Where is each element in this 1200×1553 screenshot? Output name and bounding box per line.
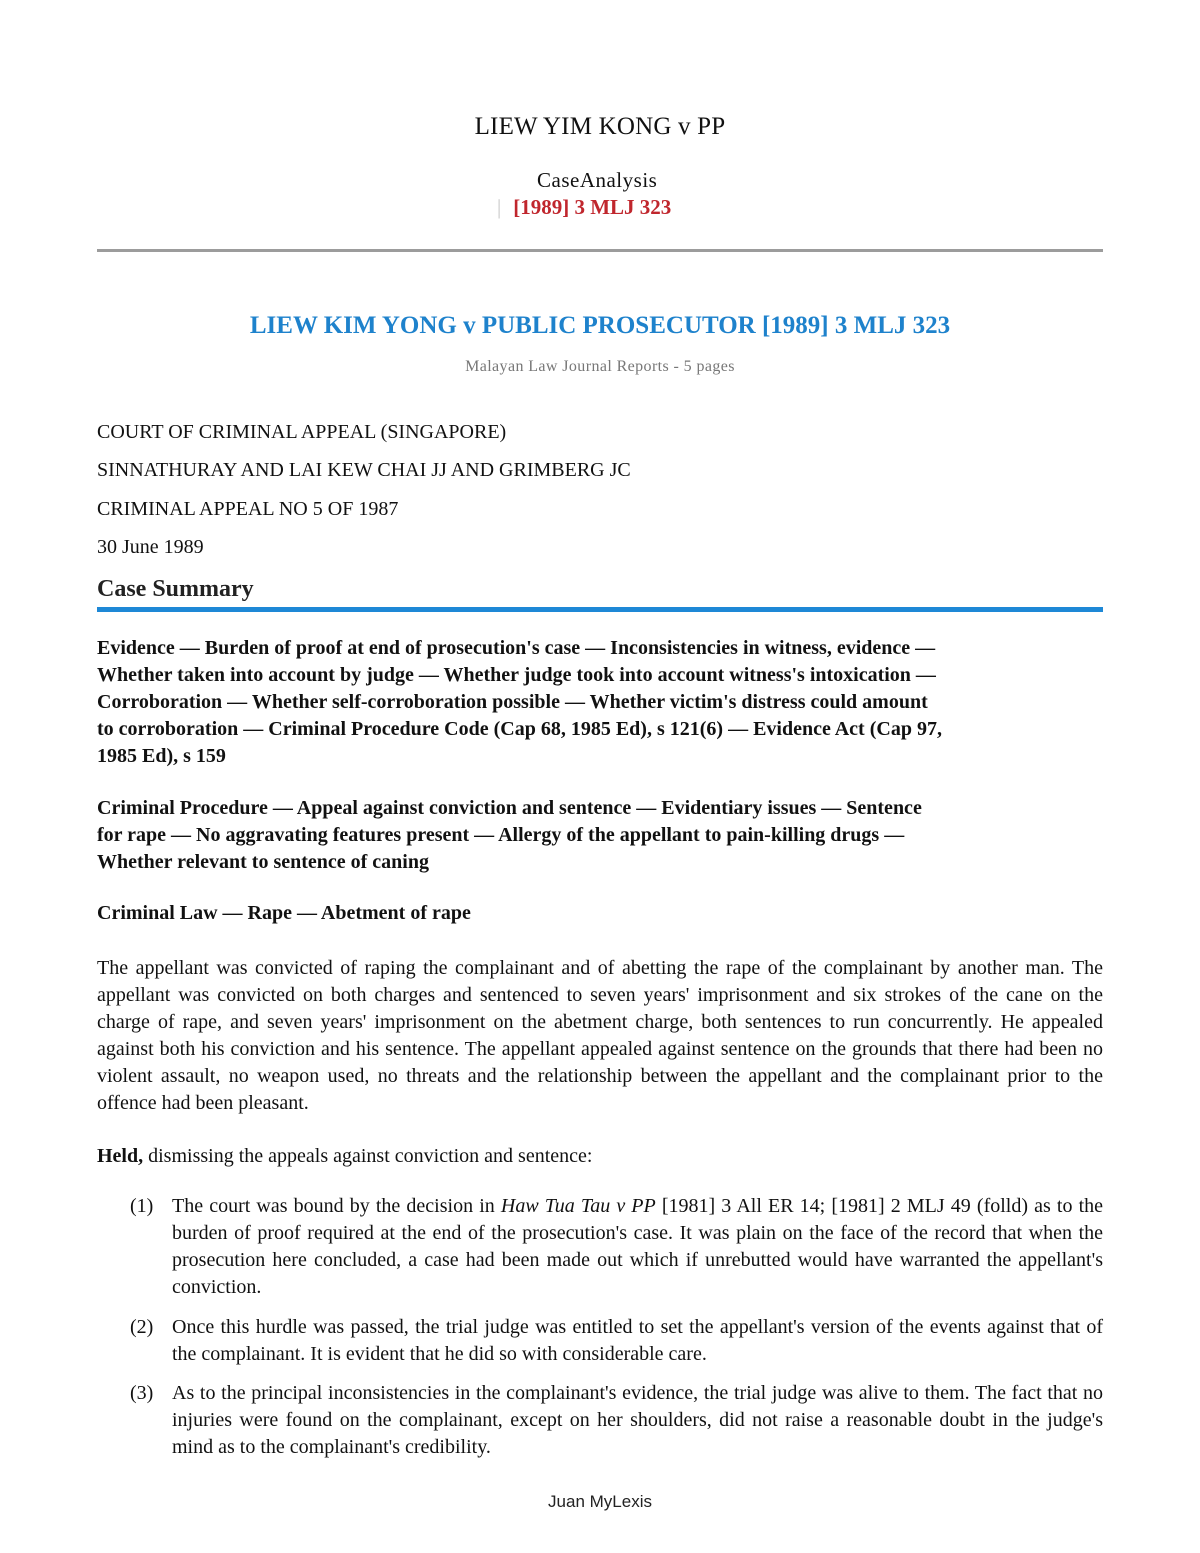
catchword-line: for rape — No aggravating features present — Allergy of the appellant to pain-killing drugs — [97, 824, 905, 846]
catchwords-criminal-law [97, 900, 1103, 927]
holding-number: (3) [130, 1382, 154, 1404]
catchword-line: 1985 Ed), s 159 [97, 745, 226, 767]
citation-divider: | [497, 195, 502, 219]
appeal-number: CRIMINAL APPEAL NO 5 OF 1987 [97, 498, 399, 520]
report-info: Malayan Law Journal Reports - 5 pages [465, 358, 735, 375]
catchword-line: to corroboration — Criminal Procedure Code (Cap 68, 1985 Ed), s 121(6) — Evidence Act (Cap 97, [97, 718, 942, 740]
catchwords-criminal-procedure [97, 795, 1103, 876]
catchwords-evidence [97, 635, 1103, 770]
judgment-date: 30 June 1989 [97, 536, 204, 558]
held-line [97, 1145, 592, 1168]
holding-number: (1) [130, 1195, 154, 1217]
catchword-line: Criminal Procedure — Appeal against conviction and sentence — Evidentiary issues — Sentence [97, 797, 922, 819]
holding-text: The court was bound by the decision in Haw Tua Tau v PP [1981] 3 All ER 14; [1981] 2 MLJ 49 (folld) as to the burden of proof required at the end of the prosecution's case. It was plain on the face of the record that when the prosecution here concluded, a case had been made out which if unrebutted would have warranted the appellant's conviction. [172, 1195, 1104, 1298]
holding-number: (2) [130, 1316, 154, 1338]
citation-row [497, 195, 671, 220]
catchword-line: Evidence — Burden of proof at end of prosecution's case — Inconsistencies in witness, evidence — [97, 637, 936, 659]
held-label: Held, [97, 1145, 144, 1167]
section-divider [97, 607, 1103, 612]
holding-item [130, 1314, 1103, 1368]
cited-case-link[interactable]: Haw Tua Tau v PP [500, 1195, 656, 1217]
citation-link[interactable]: [1989] 3 MLJ 323 [513, 195, 672, 219]
section-heading-case-summary: Case Summary [97, 576, 254, 602]
held-text: dismissing the appeals against conviction and sentence: [143, 1145, 593, 1167]
facts-paragraph: The appellant was convicted of raping the complainant and of abetting the rape of the complainant by another man. The appellant was convicted on both charges and sentenced to seven years' imprisonment and six strokes of the cane on the charge of rape, and seven years' imprisonment on the abetment charge, both sentences to run concurrently. He appealed against both his conviction and his sentence. The appellant appealed against sentence on the grounds that there had been no violent assault, no weapon used, no threats and the relationship between the appellant and the complainant prior to the offence had been pleasant. [97, 957, 1103, 1114]
document-title: LIEW YIM KONG v PP [474, 113, 726, 140]
catchword-line: Whether relevant to sentence of caning [97, 851, 429, 873]
judges: SINNATHURAY AND LAI KEW CHAI JJ AND GRIMBERG JC [97, 459, 631, 481]
court-name: COURT OF CRIMINAL APPEAL (SINGAPORE) [97, 421, 507, 443]
holding-item [130, 1193, 1103, 1301]
catchword-line: Criminal Law — Rape — Abetment of rape [97, 902, 471, 924]
document-subtitle: CaseAnalysis [537, 168, 658, 192]
catchword-line: Corroboration — Whether self-corroboration possible — Whether victim's distress could amount [97, 691, 928, 713]
holding-text: Once this hurdle was passed, the trial judge was entitled to set the appellant's version of the events against that of the complainant. It is evident that he did so with considerable care. [172, 1316, 1103, 1365]
catchword-line: Whether taken into account by judge — Whether judge took into account witness's intoxication — [97, 664, 936, 686]
header-divider [97, 249, 1103, 252]
page-footer: Juan MyLexis [548, 1492, 652, 1511]
holding-text: As to the principal inconsistencies in the complainant's evidence, the trial judge was alive to them. The fact that no injuries were found on the complainant, except on her shoulders, did not raise a reasonable doubt in the judge's mind as to the complainant's credibility. [172, 1382, 1103, 1458]
holding-item [130, 1380, 1103, 1461]
case-title[interactable]: LIEW KIM YONG v PUBLIC PROSECUTOR [1989] 3 MLJ 323 [249, 312, 951, 339]
